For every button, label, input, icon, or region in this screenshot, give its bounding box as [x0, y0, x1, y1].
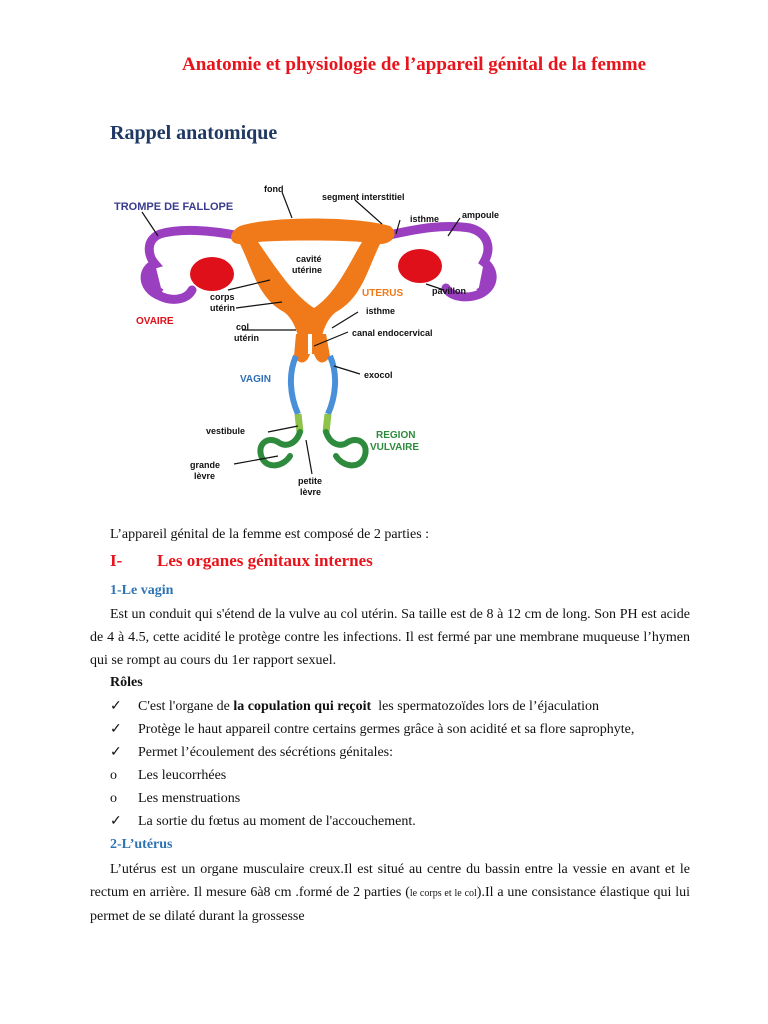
section-label: Les organes génitaux internes	[157, 551, 373, 570]
check-icon: ✓	[110, 745, 122, 760]
paragraph-vagin	[90, 603, 690, 672]
right-fimbriae	[478, 262, 488, 292]
roles-list	[110, 695, 634, 833]
right-ovary	[398, 249, 442, 283]
role-1	[138, 695, 599, 718]
label-isthme-mid: isthme	[366, 306, 396, 316]
role-2: Protège le haut appareil contre certains germes grâce à son acidité et sa flore saprophyte,	[138, 722, 635, 737]
vagina-right-wall	[328, 356, 335, 414]
list-item	[110, 695, 634, 718]
circle-bullet-icon: o	[110, 768, 117, 783]
role-6: La sortie du fœtus au moment de l'accouchement.	[138, 814, 416, 829]
circle-bullet-icon: o	[110, 791, 117, 806]
label-uterus: UTERUS	[362, 288, 404, 299]
section-heading-internes	[110, 551, 373, 571]
label-grande-2: lèvre	[194, 471, 216, 481]
label-region-2: VULVAIRE	[370, 442, 420, 453]
label-vagin: VAGIN	[240, 374, 271, 385]
role-1-post: les spermatozoïdes lors de l’éjaculation	[371, 699, 600, 714]
label-ampoule: ampoule	[462, 210, 500, 220]
paragraph-uterus-b: ).Il a une consistance élastique qui lui permet de se dilaté durant la grossesse	[90, 885, 690, 924]
list-item	[110, 787, 634, 810]
label-corps-2: utérin	[210, 303, 236, 313]
label-canal: canal endocervical	[352, 328, 433, 338]
paragraph-uterus-small: le corps et le col	[409, 888, 477, 899]
left-ovary	[190, 257, 234, 291]
label-pavillon: pavillon	[432, 286, 467, 296]
label-petite-2: lèvre	[300, 487, 322, 497]
list-item	[110, 741, 634, 764]
list-item	[110, 810, 634, 833]
subheading-vagin: 1-Le vagin	[110, 583, 174, 598]
vagina-left-wall	[291, 356, 298, 414]
list-item	[110, 718, 634, 741]
label-fond: fond	[264, 184, 284, 194]
labia-left	[260, 432, 300, 465]
label-region-1: REGION	[376, 430, 416, 441]
heading-rappel-anatomique: Rappel anatomique	[110, 122, 278, 144]
check-icon: ✓	[110, 722, 122, 737]
role-1-pre: C'est l'organe de	[138, 699, 234, 714]
labia-right	[326, 432, 366, 465]
label-ovaire: OVAIRE	[136, 316, 174, 327]
paragraph-uterus-a: L’utérus est un organe musculaire creux.Il est situé au centre du bassin entre la vessie en avant et le rectum en arrière. Il mesure 6à8 cm .formé de 2 parties (	[90, 862, 690, 900]
label-exocol: exocol	[364, 370, 393, 380]
role-4: Les leucorrhées	[138, 768, 227, 783]
label-trompe: TROMPE DE FALLOPE	[114, 201, 234, 213]
label-col-1: col	[236, 322, 250, 332]
role-1-bold: la copulation qui reçoit	[233, 699, 372, 714]
paragraph-uterus	[90, 858, 690, 928]
check-icon: ✓	[110, 814, 122, 829]
label-petite-1: petite	[298, 476, 323, 486]
role-3: Permet l’écoulement des sécrétions génitales:	[138, 745, 394, 760]
roles-heading: Rôles	[110, 675, 143, 690]
label-corps-1: corps	[210, 292, 235, 302]
label-cavite-2: utérine	[292, 265, 323, 275]
label-segment: segment interstitiel	[322, 192, 405, 202]
label-cavite-1: cavité	[296, 254, 322, 264]
paragraph-vagin-text: Est un conduit qui s'étend de la vulve au col utérin. Sa taille est de 8 à 12 cm de long. Son PH est acide de 4 à 4.5, cette acidité le protège contre les infections. Il est fermé par une membrane muqueuse l’hymen qui se rompt au cours du 1er rapport sexuel.	[90, 607, 690, 668]
label-col-2: utérin	[234, 333, 260, 343]
label-grande-1: grande	[190, 460, 221, 470]
list-item	[110, 764, 634, 787]
subheading-uterus: 2-L’utérus	[110, 837, 173, 852]
label-isthme-top: isthme	[410, 214, 440, 224]
role-5: Les menstruations	[138, 791, 241, 806]
cervix-channel	[308, 334, 312, 354]
page-title: Anatomie et physiologie de l’appareil génital de la femme	[181, 54, 647, 75]
intro-text: L’appareil génital de la femme est composé de 2 parties :	[110, 527, 430, 542]
label-vestibule: vestibule	[206, 426, 246, 436]
section-number: I-	[110, 551, 123, 570]
check-icon: ✓	[110, 699, 122, 714]
anatomy-diagram	[100, 178, 520, 498]
